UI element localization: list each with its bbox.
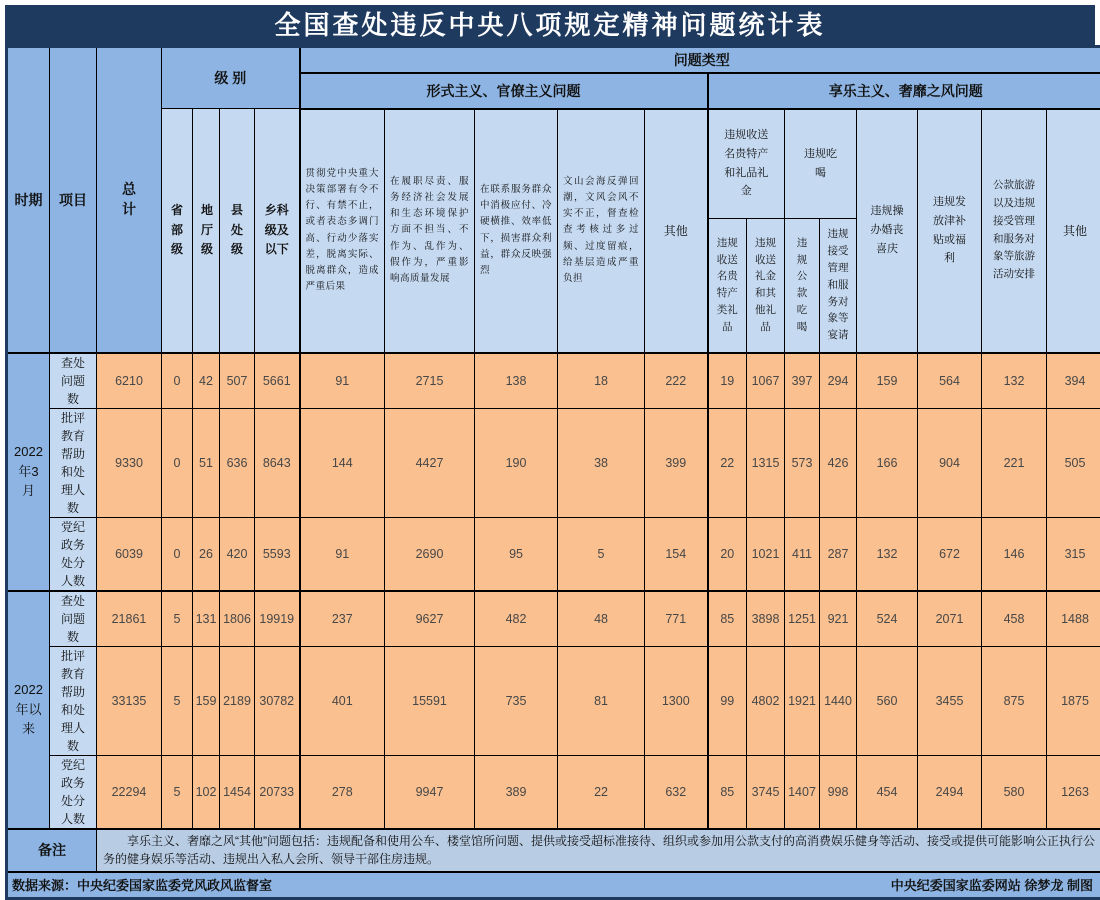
data-cell: 1067 [747, 353, 785, 409]
data-cell: 1263 [1047, 755, 1100, 829]
data-cell: 6210 [97, 353, 162, 409]
group-header-formalism: 形式主义、官僚主义问题 [300, 73, 708, 109]
group-header-problem-type: 问题类型 [300, 47, 1100, 73]
data-cell: 22 [558, 755, 645, 829]
data-cell: 672 [918, 517, 982, 591]
col-header-period: 时期 [7, 47, 50, 353]
data-cell: 132 [982, 353, 1047, 409]
statistics-table [5, 45, 1100, 900]
data-cell: 394 [1047, 353, 1100, 409]
data-cell: 1251 [785, 591, 820, 647]
data-cell: 397 [785, 353, 820, 409]
item-label-cell: 查处问题数 [50, 591, 97, 647]
data-cell: 1021 [747, 517, 785, 591]
data-cell: 222 [645, 353, 708, 409]
data-cell: 5593 [255, 517, 300, 591]
data-cell: 95 [475, 517, 558, 591]
col-header-public-funded-dining: 违规公款吃喝 [785, 219, 820, 353]
data-cell: 5 [162, 755, 193, 829]
col-header-specialty-gifts: 违规收送名贵特产类礼品 [708, 219, 747, 353]
data-cell: 564 [918, 353, 982, 409]
col-header-formalism-other: 其他 [645, 109, 708, 353]
data-cell: 998 [820, 755, 857, 829]
data-cell: 0 [162, 517, 193, 591]
data-cell: 9627 [385, 591, 475, 647]
data-cell: 0 [162, 408, 193, 517]
data-cell: 420 [220, 517, 255, 591]
data-cell: 287 [820, 517, 857, 591]
col-header-province-level: 省部级 [162, 109, 193, 353]
data-cell: 3455 [918, 646, 982, 755]
data-cell: 190 [475, 408, 558, 517]
col-header-weddings-funerals: 违规操办婚丧喜庆 [857, 109, 918, 353]
item-label-cell: 批评教育帮助和处理人数 [50, 408, 97, 517]
data-cell: 22 [708, 408, 747, 517]
data-cell: 159 [193, 646, 220, 755]
data-cell: 2494 [918, 755, 982, 829]
data-cell: 1806 [220, 591, 255, 647]
data-cell: 524 [857, 591, 918, 647]
data-cell: 636 [220, 408, 255, 517]
data-cell: 131 [193, 591, 220, 647]
data-cell: 33135 [97, 646, 162, 755]
data-cell: 426 [820, 408, 857, 517]
data-cell: 3745 [747, 755, 785, 829]
data-cell: 294 [820, 353, 857, 409]
data-cell: 904 [918, 408, 982, 517]
header-row-3 [7, 109, 1100, 219]
data-cell: 505 [1047, 408, 1100, 517]
data-cell: 0 [162, 353, 193, 409]
data-cell: 560 [857, 646, 918, 755]
group-header-hedonism: 享乐主义、奢靡之风问题 [708, 73, 1100, 109]
col-header-formalism-2: 在履职尽责、服务经济社会发展和生态环境保护方面不担当、不作为、乱作为、假作为，严重影响高质量发展 [385, 109, 475, 353]
item-label-cell: 党纪政务处分人数 [50, 755, 97, 829]
col-header-total: 总计 [97, 47, 162, 353]
data-cell: 454 [857, 755, 918, 829]
data-cell: 15591 [385, 646, 475, 755]
data-cell: 278 [300, 755, 385, 829]
data-cell: 85 [708, 755, 747, 829]
data-cell: 30782 [255, 646, 300, 755]
data-cell: 735 [475, 646, 558, 755]
data-cell: 2071 [918, 591, 982, 647]
data-cell: 458 [982, 591, 1047, 647]
item-label-cell: 批评教育帮助和处理人数 [50, 646, 97, 755]
table-row [7, 353, 1100, 409]
data-cell: 91 [300, 517, 385, 591]
col-header-public-funded-travel: 公款旅游以及违规接受管理和服务对象等旅游活动安排 [982, 109, 1047, 353]
data-cell: 38 [558, 408, 645, 517]
group-header-dining: 违规吃喝 [785, 109, 857, 219]
col-header-banquet-invitations: 违规接受管理和服务对象等宴请 [820, 219, 857, 353]
data-cell: 1315 [747, 408, 785, 517]
data-cell: 26 [193, 517, 220, 591]
data-cell: 6039 [97, 517, 162, 591]
data-cell: 1407 [785, 755, 820, 829]
data-cell: 18 [558, 353, 645, 409]
col-header-formalism-3: 在联系服务群众中消极应付、冷硬横推、效率低下，损害群众利益，群众反映强烈 [475, 109, 558, 353]
data-cell: 9330 [97, 408, 162, 517]
data-cell: 5661 [255, 353, 300, 409]
data-cell: 166 [857, 408, 918, 517]
data-cell: 482 [475, 591, 558, 647]
data-cell: 42 [193, 353, 220, 409]
data-cell: 159 [857, 353, 918, 409]
col-header-hedonism-other: 其他 [1047, 109, 1100, 353]
data-cell: 237 [300, 591, 385, 647]
remark-content: 享乐主义、奢靡之风“其他”问题包括：违规配备和使用公车、楼堂馆所问题、提供或接受超标准接待、组织或参加用公款支付的高消费娱乐健身等活动、接受或提供可能影响公正执行公务的健身娱乐等活动、违规出入私人会所、领导干部住房违规。 [97, 829, 1100, 872]
data-cell: 1875 [1047, 646, 1100, 755]
item-label-cell: 查处问题数 [50, 353, 97, 409]
data-cell: 507 [220, 353, 255, 409]
data-cell: 4802 [747, 646, 785, 755]
page-title: 全国查处违反中央八项规定精神问题统计表 [5, 5, 1095, 45]
period-cell: 2022年3月 [7, 353, 50, 591]
data-cell: 144 [300, 408, 385, 517]
data-cell: 315 [1047, 517, 1100, 591]
data-cell: 85 [708, 591, 747, 647]
data-cell: 81 [558, 646, 645, 755]
data-cell: 19919 [255, 591, 300, 647]
data-cell: 573 [785, 408, 820, 517]
item-label-cell: 党纪政务处分人数 [50, 517, 97, 591]
data-cell: 2189 [220, 646, 255, 755]
data-cell: 1454 [220, 755, 255, 829]
data-cell: 389 [475, 755, 558, 829]
data-cell: 20733 [255, 755, 300, 829]
data-cell: 2690 [385, 517, 475, 591]
table-row [7, 755, 1100, 829]
data-cell: 221 [982, 408, 1047, 517]
credit-text: 中央纪委国家监委网站 徐梦龙 制图 [891, 875, 1093, 894]
data-cell: 401 [300, 646, 385, 755]
table-body [7, 353, 1100, 829]
data-cell: 154 [645, 517, 708, 591]
data-cell: 9947 [385, 755, 475, 829]
data-cell: 1488 [1047, 591, 1100, 647]
col-header-township-level: 乡科级及以下 [255, 109, 300, 353]
data-cell: 48 [558, 591, 645, 647]
data-cell: 771 [645, 591, 708, 647]
table-row [7, 408, 1100, 517]
table-row [7, 646, 1100, 755]
data-source-text: 数据来源：中央纪委国家监委党风政风监督室 [12, 875, 272, 894]
data-cell: 411 [785, 517, 820, 591]
data-cell: 3898 [747, 591, 785, 647]
data-cell: 91 [300, 353, 385, 409]
data-cell: 921 [820, 591, 857, 647]
data-cell: 4427 [385, 408, 475, 517]
data-cell: 102 [193, 755, 220, 829]
data-cell: 8643 [255, 408, 300, 517]
table-row [7, 591, 1100, 647]
remark-row [7, 829, 1100, 872]
data-cell: 580 [982, 755, 1047, 829]
col-header-county-level: 县处级 [220, 109, 255, 353]
data-cell: 875 [982, 646, 1047, 755]
data-cell: 19 [708, 353, 747, 409]
data-cell: 1300 [645, 646, 708, 755]
data-cell: 399 [645, 408, 708, 517]
data-cell: 20 [708, 517, 747, 591]
data-cell: 5 [162, 591, 193, 647]
col-header-allowances: 违规发放津补贴或福利 [918, 109, 982, 353]
header-row-1 [7, 47, 1100, 73]
data-cell: 632 [645, 755, 708, 829]
col-header-formalism-4: 文山会海反弹回潮，文风会风不实不正，督查检查考核过多过频、过度留痕，给基层造成严重负担 [558, 109, 645, 353]
footer-row [7, 872, 1100, 899]
data-cell: 2715 [385, 353, 475, 409]
data-cell: 22294 [97, 755, 162, 829]
data-cell: 5 [558, 517, 645, 591]
col-header-prefecture-level: 地厅级 [193, 109, 220, 353]
data-cell: 138 [475, 353, 558, 409]
remark-label: 备注 [7, 829, 97, 872]
data-cell: 5 [162, 646, 193, 755]
col-header-cash-gifts: 违规收送礼金和其他礼品 [747, 219, 785, 353]
data-cell: 132 [857, 517, 918, 591]
data-cell: 51 [193, 408, 220, 517]
group-header-gifts: 违规收送名贵特产和礼品礼金 [708, 109, 785, 219]
group-header-level: 级 别 [162, 47, 300, 109]
data-cell: 21861 [97, 591, 162, 647]
data-cell: 146 [982, 517, 1047, 591]
data-cell: 99 [708, 646, 747, 755]
table-row [7, 517, 1100, 591]
period-cell: 2022年以来 [7, 591, 50, 829]
col-header-formalism-1: 贯彻党中央重大决策部署有令不行、有禁不止，或者表态多调门高、行动少落实差，脱离实际、脱离群众，造成严重后果 [300, 109, 385, 353]
data-cell: 1440 [820, 646, 857, 755]
data-cell: 1921 [785, 646, 820, 755]
col-header-item: 项目 [50, 47, 97, 353]
